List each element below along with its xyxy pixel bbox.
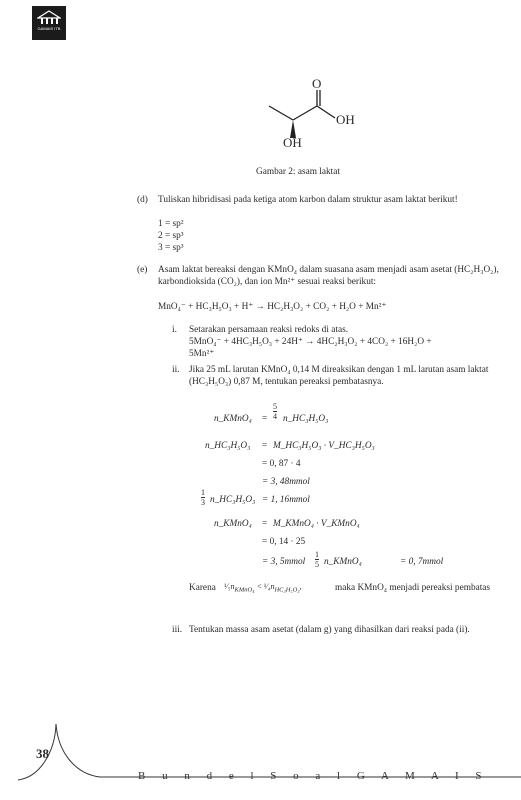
conclusion-comparison: $^1⁄_5n_{KMnO_4}$ < $^1⁄_4n_{HC_3H_5O_3}$,	[224, 582, 302, 594]
working-line2-eq: =	[262, 441, 268, 451]
page-number: 38	[36, 746, 49, 761]
working-line6-rhs: M_KMnO₄ · V_KMnO₄	[273, 519, 360, 529]
sub-ii-text: Jika 25 mL larutan KMnO₄ 0,14 M direaksikan dengan 1 mL larutan asam laktat (HC₃H₅O₃) 0,87 M, tentukan pereaksi pembatasnya.	[189, 365, 489, 387]
working-line3: = 0, 87 · 4	[262, 459, 301, 469]
working-line8-a: = 3, 5mmol	[262, 557, 306, 567]
balanced-equation-line1: 5MnO₄⁻ + 4HC₃H₅O₃ + 24H⁺ → 4HC₂H₃O₂ + 4CO₂ + 16H₂O +	[189, 337, 432, 347]
working-line5-rhs: = 1, 16mmol	[262, 495, 310, 505]
working-line1-lhs: n_KMnO₄	[214, 414, 252, 424]
working-line6-eq: =	[262, 519, 268, 529]
question-e-text: Asam laktat bereaksi dengan KMnO₄ dalam suasana asam menjadi asam asetat (HC₂H₃O₂), karbondioksida (CO₂), dan ion Mn²⁺ sesuai reaksi berikut:	[158, 265, 499, 287]
gamais-logo	[32, 6, 66, 40]
working-line1-rhs: n_HC₃H₅O₃	[283, 414, 329, 424]
sub-iii-text: Tentukan massa asam asetat (dalam g) yang dihasilkan dari reaksi pada (ii).	[189, 625, 470, 635]
sub-i-label: i.	[172, 325, 177, 335]
atom-oh-bottom: OH	[283, 135, 302, 150]
sub-iii-label: iii.	[172, 625, 183, 635]
footer-title: B u n d e l S o a l G A M A I S	[138, 770, 489, 782]
logo-text: GAMAIS ITB	[37, 26, 61, 31]
working-line2-rhs: M_HC₃H₅O₃ · V_HC₃H₅O₃	[273, 441, 375, 451]
conclusion-text: maka KMnO₄ menjadi pereaksi pembatas	[335, 583, 491, 593]
question-d-text: Tuliskan hibridisasi pada ketiga atom karbon dalam struktur asam laktat berikut!	[158, 195, 458, 205]
answer-1: 1 = sp²	[158, 219, 184, 229]
atom-o-top: O	[312, 76, 322, 91]
sub-i-text: Setarakan persamaan reaksi redoks di atas.	[189, 325, 349, 335]
working-line4: = 3, 48mmol	[262, 477, 310, 487]
conclusion-prefix: Karena	[189, 583, 216, 593]
sub-ii-label: ii.	[172, 365, 180, 375]
working-line2-lhs: n_HC₃H₅O₃	[205, 441, 251, 451]
working-line5-lhs: n_HC₃H₅O₃	[210, 495, 256, 505]
question-e-label: (e)	[137, 265, 148, 275]
working-line1-eq: =	[262, 414, 268, 424]
working-line8-c: = 0, 7mmol	[400, 557, 444, 567]
answer-2: 2 = sp³	[158, 231, 184, 241]
answer-3: 3 = sp³	[158, 243, 184, 253]
atom-oh-right: OH	[336, 112, 355, 127]
fraction-1-3: $\frac{1}{3}$	[201, 488, 205, 507]
figure-caption: Gambar 2: asam laktat	[256, 167, 340, 177]
working-line8-b: n_KMnO₄	[324, 557, 362, 567]
balanced-equation-line2: 5Mn²⁺	[189, 349, 215, 359]
reaction-equation: MnO₄⁻ + HC₃H₅O₃ + H⁺ → HC₂H₃O₂ + CO₂ + H₂O + Mn²⁺	[158, 302, 387, 312]
question-d-label: (d)	[137, 195, 148, 205]
fraction-1-5: $\frac{1}{5}$	[315, 550, 319, 569]
working-line7: = 0, 14 · 25	[262, 537, 306, 547]
working-line6-lhs: n_KMnO₄	[214, 519, 252, 529]
fraction-5-4: $\frac{5}{4}$	[273, 402, 277, 421]
